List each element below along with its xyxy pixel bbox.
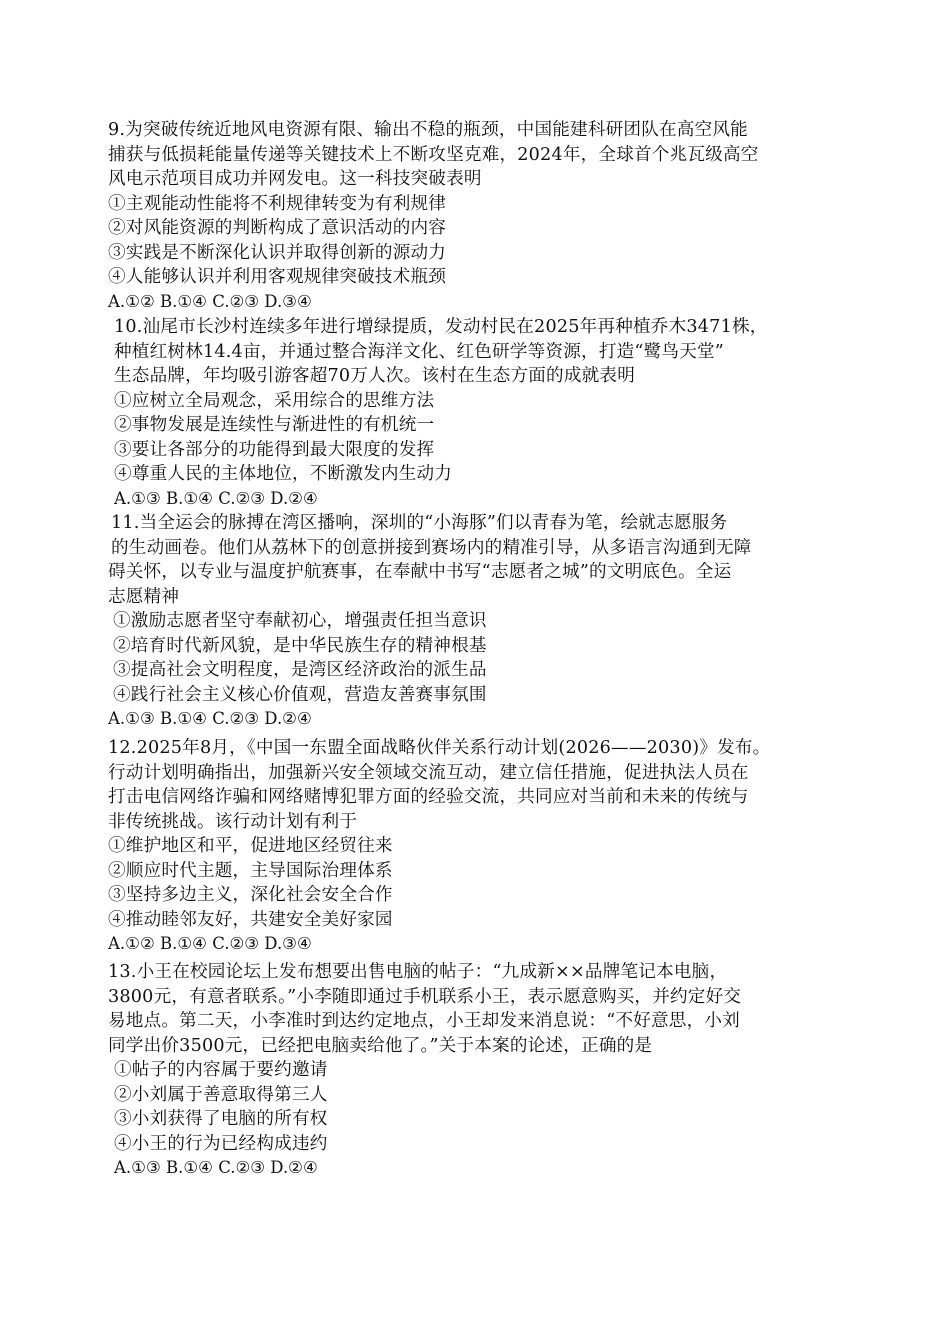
- option-2: ②对风能资源的判断构成了意识活动的内容: [108, 218, 447, 238]
- option-4: ④尊重人民的主体地位，不断激发内生动力: [114, 464, 453, 484]
- option-4: ④小王的行为已经构成违约: [114, 1133, 328, 1154]
- question-stem-line: 捕获与低损耗能量传递等关键技术上不断攻坚克难，2024年，全球首个兆瓦级高空: [108, 144, 759, 165]
- option-1: ①帖子的内容属于要约邀请: [114, 1060, 328, 1080]
- question-13: [108, 960, 898, 1181]
- question-stem-line: 打击电信网络诈骗和网络赌博犯罪方面的经验交流，共同应对当前和未来的传统与: [108, 787, 749, 807]
- option-3: ③实践是不断深化认识并取得创新的源动力: [108, 242, 447, 263]
- question-stem-line: 11.当全运会的脉搏在湾区播响，深圳的“小海豚”们以青春为笔，绘就志愿服务: [111, 513, 728, 533]
- answer-choices: A.①③ B.①④ C.②③ D.②④: [114, 1158, 318, 1177]
- question-stem-line: 碍关怀，以专业与温度护航赛事，在奉献中书写“志愿者之城”的文明底色。全运: [108, 562, 732, 582]
- answer-choices: A.①③ B.①④ C.②③ D.②④: [108, 709, 312, 728]
- option-4: ④践行社会主义核心价值观，营造友善赛事氛围: [113, 684, 487, 705]
- question-stem-line: 3800元，有意者联系。”小李随即通过手机联系小王，表示愿意购买，并约定好交: [108, 986, 742, 1007]
- option-3: ③要让各部分的功能得到最大限度的发挥: [114, 439, 435, 460]
- question-stem-line: 生态品牌，年均吸引游客超70万人次。该村在生态方面的成就表明: [114, 366, 636, 386]
- question-stem-line: 9.为突破传统近地风电资源有限、输出不稳的瓶颈，中国能建科研团队在高空风能: [108, 120, 748, 140]
- question-stem-line: 种植红树林14.4亩，并通过整合海洋文化、红色研学等资源，打造“鹭鸟天堂”: [114, 341, 724, 362]
- option-1: ①主观能动性能将不利规律转变为有利规律: [108, 193, 447, 214]
- question-10: [114, 315, 904, 511]
- question-9: [108, 118, 898, 314]
- option-2: ②事物发展是连续性与渐进性的有机统一: [114, 415, 435, 435]
- answer-choices: A.①③ B.①④ C.②③ D.②④: [114, 488, 318, 508]
- question-stem-line: 10.汕尾市长沙村连续多年进行增绿提质，发动村民在2025年再种植乔木3471株，: [114, 317, 768, 337]
- question-stem-line: 13.小王在校园论坛上发布想要出售电脑的帖子：“九成新××品牌笔记本电脑，: [108, 962, 728, 982]
- question-stem-line: 12.2025年8月，《中国一东盟全面战略伙伴关系行动计划(2026——2030)》发布。: [108, 738, 771, 758]
- option-1: ①应树立全局观念，采用综合的思维方法: [114, 390, 435, 411]
- question-stem-line: 易地点。第二天，小李准时到达约定地点，小王却发来消息说：“不好意思，小刘: [108, 1011, 740, 1031]
- option-4: ④人能够认识并利用客观规律突破技术瓶颈: [108, 267, 447, 287]
- answer-choices: A.①② B.①④ C.②③ D.③④: [108, 934, 312, 953]
- question-12: [108, 736, 898, 957]
- question-stem-line: 行动计划明确指出，加强新兴安全领域交流互动，建立信任措施，促进执法人员在: [108, 762, 749, 783]
- option-4: ④推动睦邻友好，共建安全美好家园: [108, 909, 393, 930]
- option-1: ①激励志愿者坚守奉献初心，增强责任担当意识: [113, 611, 487, 631]
- answer-choices: A.①② B.①④ C.②③ D.③④: [108, 291, 312, 311]
- option-2: ②小刘属于善意取得第三人: [114, 1084, 328, 1105]
- question-stem-line: 志愿精神: [108, 586, 180, 607]
- question-stem-line: 风电示范项目成功并网发电。这一科技突破表明: [108, 169, 482, 189]
- option-1: ①维护地区和平，促进地区经贸往来: [108, 836, 393, 856]
- question-stem-line: 的生动画卷。他们从荔林下的创意拼接到赛场内的精准引导，从多语言沟通到无障: [111, 537, 752, 558]
- option-2: ②顺应时代主题，主导国际治理体系: [108, 860, 393, 881]
- option-2: ②培育时代新风貌，是中华民族生存的精神根基: [113, 635, 487, 656]
- option-3: ③提高社会文明程度，是湾区经济政治的派生品: [113, 660, 487, 680]
- question-11: [108, 511, 898, 732]
- question-stem-line: 同学出价3500元，已经把电脑卖给他了。”关于本案的论述，正确的是: [108, 1035, 653, 1056]
- question-stem-line: 非传统挑战。该行动计划有利于: [108, 811, 358, 832]
- option-3: ③小刘获得了电脑的所有权: [114, 1109, 328, 1129]
- option-3: ③坚持多边主义，深化社会安全合作: [108, 885, 393, 905]
